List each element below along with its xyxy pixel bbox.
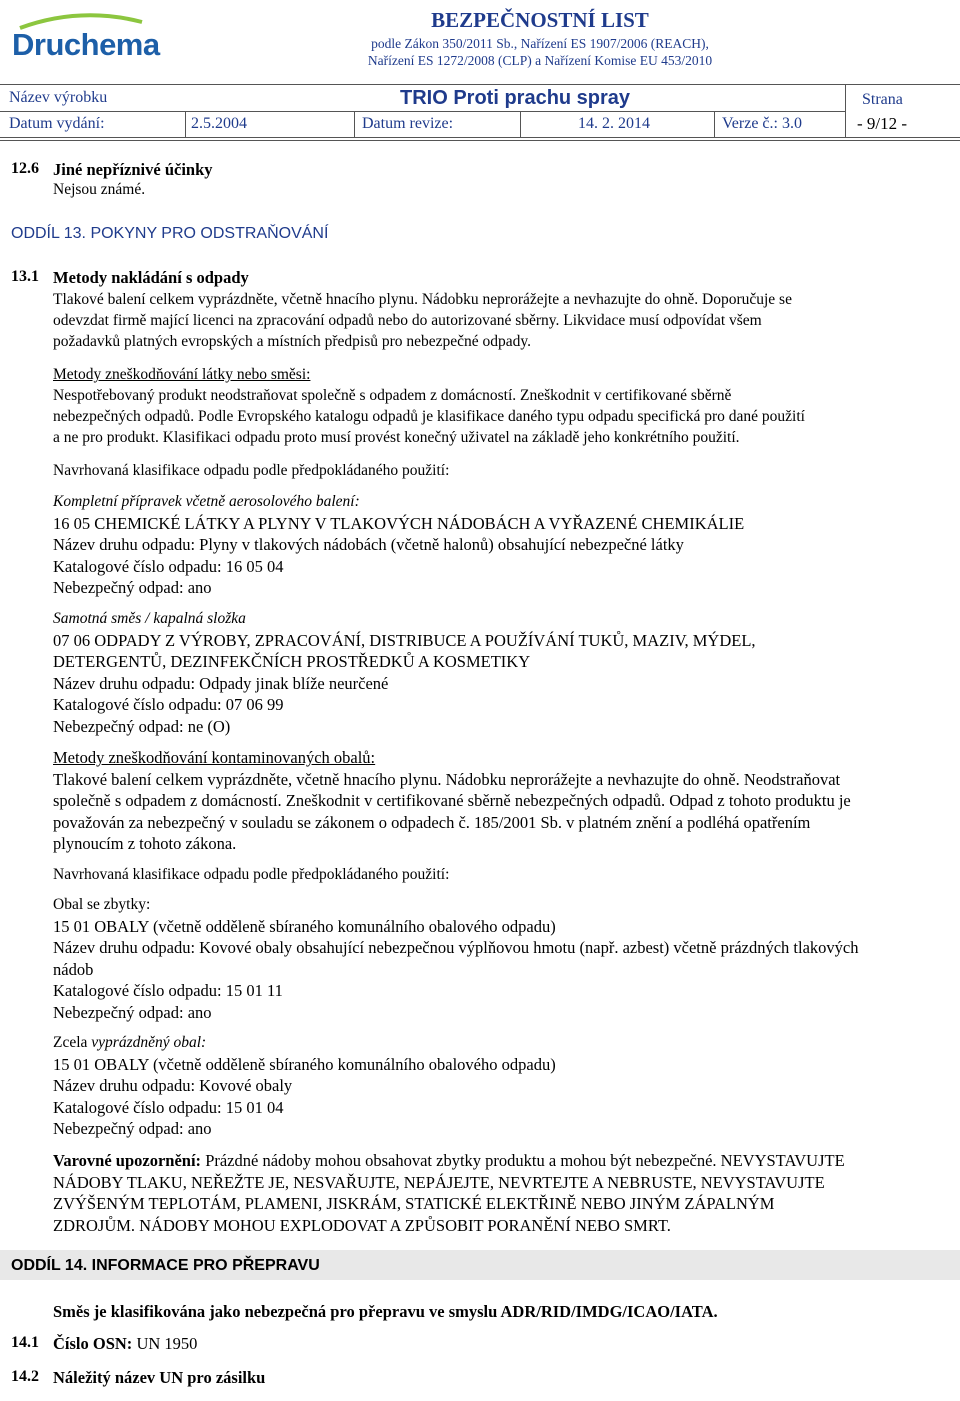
section-number: 14.1 xyxy=(11,1334,39,1351)
warning-text: Prázdné nádoby mohou obsahovat zbytky produktu a mohou být nebezpečné. NEVYSTAVUJTE xyxy=(201,1151,845,1170)
text-line: 16 05 CHEMICKÉ LÁTKY A PLYNY V TLAKOVÝCH NÁDOBÁCH A VYŘAZENÉ CHEMIKÁLIE xyxy=(53,513,745,533)
warning-block xyxy=(53,1150,948,1236)
text-line: Tlakové balení celkem vyprázdněte, včetně hnacího plynu. Nádobku neprorážejte a nevhazujte do ohně. Neodstraňovat xyxy=(53,769,841,789)
header-divider-mid xyxy=(0,111,845,112)
liquid-classification-block xyxy=(53,608,948,737)
document-subtitle xyxy=(320,35,760,69)
text-line: Nebezpečný odpad: ano xyxy=(53,1119,212,1138)
section-number: 12.6 xyxy=(11,160,39,177)
text-line: 15 01 OBALY (včetně odděleně sbíraného komunálního obalového odpadu) xyxy=(53,916,556,936)
text-line: plynoucím z tohoto zákona. xyxy=(53,834,237,853)
text-line: požadavků platných evropských a místních předpisů pro nebezpečné odpady. xyxy=(53,333,532,350)
text-line: Název druhu odpadu: Kovové obaly xyxy=(53,1076,293,1095)
subsection-title: Samotná směs / kapalná složka xyxy=(53,610,246,627)
section-14-heading: ODDÍL 14. INFORMACE PRO PŘEPRAVU xyxy=(11,1257,320,1274)
aerosol-classification-block xyxy=(53,491,948,599)
residue-packaging-block xyxy=(53,894,948,1023)
version: Verze č.: 3.0 xyxy=(722,115,802,132)
text-line: Název druhu odpadu: Plyny v tlakových nádobách (včetně halonů) obsahující nebezpečné látky xyxy=(53,535,684,554)
document-title: BEZPEČNOSTNÍ LIST xyxy=(431,8,649,32)
section-title: Metody nakládání s odpady xyxy=(53,268,249,287)
subsection-title: Obal se zbytky: xyxy=(53,896,151,913)
text-line: Katalogové číslo odpadu: 16 05 04 xyxy=(53,556,284,576)
section-14-heading-bar xyxy=(0,1250,960,1280)
text-line: odevzdat firmě mající licenci na zpracování odpadů nebo do autorizované sběrny. Likvidace musí odpovídat všem xyxy=(53,312,762,329)
section-number: 14.2 xyxy=(11,1368,39,1385)
text-line: společně s odpadem z domácností. Zneškodnit v certifikované sběrně nebezpečných odpadů. Odpad z tohoto produktu je xyxy=(53,791,851,810)
un-number-value: UN 1950 xyxy=(132,1334,198,1353)
subsection-title: Kompletní přípravek včetně aerosolového balení: xyxy=(53,493,360,510)
text-line: považován za nebezpečný v souladu se zákonem o odpadech č. 185/2001 Sb. v platném znění a podléhá opatřením xyxy=(53,812,811,832)
text-line: DETERGENTŮ, DEZINFEKČNÍCH PROSTŘEDKŮ A KOSMETIKY xyxy=(53,652,531,671)
header-cell-divider xyxy=(354,111,355,137)
section-title: Jiné nepříznivé účinky xyxy=(53,160,213,179)
subsection-title: Metody zneškodňování látky nebo směsi: xyxy=(53,366,311,383)
substance-disposal-block xyxy=(53,364,948,448)
text-line: Nebezpečný odpad: ano xyxy=(53,1002,212,1022)
warning-label: Varovné upozornění: xyxy=(53,1151,202,1170)
text-line: ZDROJŮM. NÁDOBY MOHOU EXPLODOVAT A ZPŮSOBIT PORANĚNÍ NEBO SMRT. xyxy=(53,1215,671,1235)
header-cell-divider xyxy=(845,84,846,137)
text-line: Katalogové číslo odpadu: 15 01 11 xyxy=(53,981,283,1000)
un-number-label: Číslo OSN: xyxy=(53,1334,133,1353)
section-text: Nejsou známé. xyxy=(53,181,146,198)
header-divider-top xyxy=(0,84,960,85)
un-shipping-name-label: Náležitý název UN pro zásilku xyxy=(53,1368,266,1387)
empty-packaging-block xyxy=(53,1032,948,1140)
section-13-heading: ODDÍL 13. POKYNY PRO ODSTRAŇOVÁNÍ xyxy=(11,225,329,242)
text-line: nebezpečných odpadů. Podle Evropského katalogu odpadů je klasifikace daného typu odpadu specifická pro dané použití xyxy=(53,408,805,425)
header-divider-bottom xyxy=(0,137,960,138)
text-line: ZVÝŠENÝM TEPLOTÁM, PLAMENI, JISKRÁM, STATICKÉ ELEKTŘINĚ NEBO JINÝM ZÁPALNÝM xyxy=(53,1194,775,1213)
issue-date: 2.5.2004 xyxy=(191,115,247,132)
text-line: NÁDOBY TLAKU, NEŘEŽTE JE, NESVAŘUJTE, NEPÁJEJTE, NEVRTEJTE A NEBRUSTE, NEVYSTAVUJTE xyxy=(53,1172,825,1192)
waste-handling-paragraph xyxy=(53,289,948,352)
text-line: 15 01 OBALY (včetně odděleně sbíraného komunálního obalového odpadu) xyxy=(53,1054,556,1074)
packaging-disposal-block xyxy=(53,747,948,855)
page-label: Strana xyxy=(862,91,903,108)
text-line xyxy=(53,1150,948,1172)
issue-date-label: Datum vydání: xyxy=(9,115,105,132)
product-name: TRIO Proti prachu spray xyxy=(400,87,631,109)
header-cell-divider xyxy=(185,111,186,137)
text-line: a ne pro produkt. Klasifikaci odpadu proto musí provést konečný uživatel na základě jeho konkrétního použití. xyxy=(53,429,740,446)
text-line: Katalogové číslo odpadu: 15 01 04 xyxy=(53,1097,284,1117)
subsection-title: Metody zneškodňování kontaminovaných obalů: xyxy=(53,748,376,767)
header-cell-divider xyxy=(714,111,715,137)
text-line: Nespotřebovaný produkt neodstraňovat společně s odpadem z domácností. Zneškodnit v certifikované sběrně xyxy=(53,387,732,404)
text-line: 07 06 ODPADY Z VÝROBY, ZPRACOVÁNÍ, DISTRIBUCE A POUŽÍVÁNÍ TUKŮ, MAZIV, MÝDEL, xyxy=(53,630,756,650)
logo-text: Druchema xyxy=(12,27,160,62)
header-cell-divider xyxy=(520,111,521,137)
subsection-title-part: vyprázdněný obal: xyxy=(91,1034,207,1051)
classification-title: Navrhovaná klasifikace odpadu podle předpokládaného použití: xyxy=(53,462,450,479)
section-number: 13.1 xyxy=(11,268,39,285)
header-divider-bottom-double xyxy=(0,140,960,141)
text-line: Nebezpečný odpad: ne (O) xyxy=(53,716,231,736)
revision-date: 14. 2. 2014 xyxy=(578,115,650,132)
un-number-row xyxy=(53,1334,197,1354)
transport-intro: Směs je klasifikována jako nebezpečná pro přepravu ve smyslu ADR/RID/IMDG/ICAO/IATA. xyxy=(53,1302,718,1321)
text-line: Nebezpečný odpad: ano xyxy=(53,578,212,597)
text-line: Název druhu odpadu: Kovové obaly obsahující nebezpečnou výplňovou hmotu (např. azbest) včetně prázdných tlakových xyxy=(53,938,859,957)
subsection-title xyxy=(53,1032,948,1054)
text-line: Katalogové číslo odpadu: 07 06 99 xyxy=(53,695,284,714)
text-line: nádob xyxy=(53,959,94,979)
product-label: Název výrobku xyxy=(9,89,108,106)
classification-title: Navrhovaná klasifikace odpadu podle předpokládaného použití: xyxy=(53,866,450,883)
text-line: Tlakové balení celkem vyprázdněte, včetně hnacího plynu. Nádobku neprorážejte a nevhazujte do ohně. Doporučuje se xyxy=(53,291,792,308)
document-subtitle-line1: podle Zákon 350/2011 Sb., Nařízení ES 1907/2006 (REACH), xyxy=(371,36,709,51)
page-number: - 9/12 - xyxy=(857,114,908,133)
revision-date-label: Datum revize: xyxy=(362,115,454,132)
subsection-title-part: Zcela xyxy=(53,1034,92,1051)
document-subtitle-line2: Nařízení ES 1272/2008 (CLP) a Nařízení Komise EU 453/2010 xyxy=(367,53,713,68)
text-line: Název druhu odpadu: Odpady jinak blíže neurčené xyxy=(53,673,389,693)
